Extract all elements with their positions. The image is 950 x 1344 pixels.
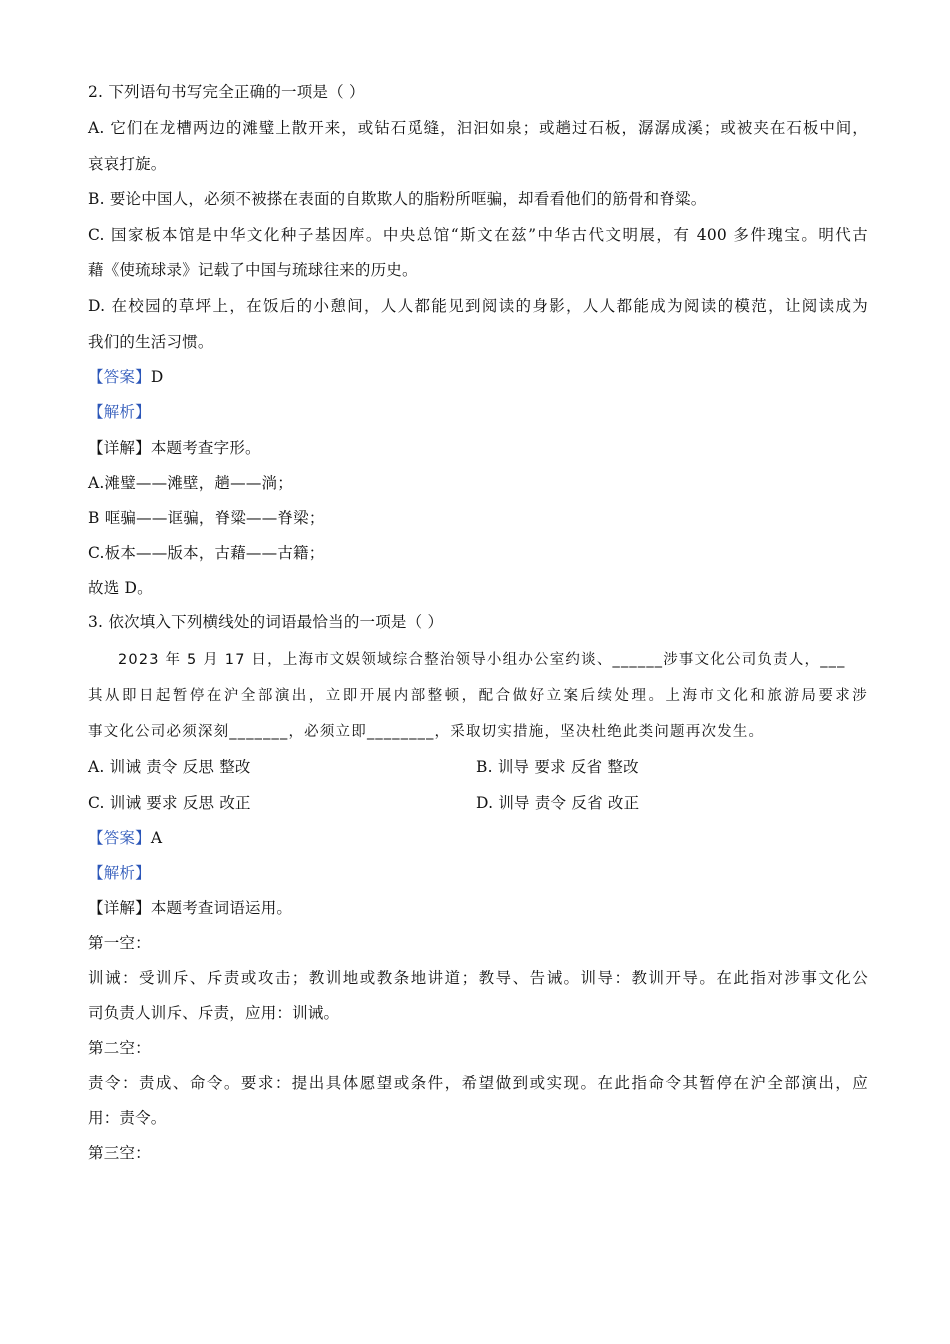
q3-option-a: A. 训诫 责令 反思 整改 (88, 758, 251, 776)
q2-option-a-line2: 哀哀打旋。 (88, 155, 167, 173)
q3-detail-text: 本题考查词语运用。 (150, 899, 293, 917)
q3-option-b: B. 训导 要求 反省 整改 (476, 758, 639, 776)
q2-correction-b: B 哐骗——诓骗，脊粱——脊梁； (88, 509, 325, 527)
q2-analysis-row (88, 402, 868, 422)
analysis-tag: 【解析】 (88, 403, 151, 421)
analysis-tag: 【解析】 (88, 864, 151, 882)
answer-tag: 【答案】 (88, 368, 151, 386)
q3-blank2-line2: 用：责令。 (88, 1109, 167, 1127)
q2-option-a-line1: A. 它们在龙槽两边的滩璧上散开来，或钻石觅缝，汩汩如泉；或趟过石板，潺潺成溪；或被夹在石板中间， (88, 119, 868, 137)
q3-blank2-line1: 责令：责成、命令。要求：提出具体愿望或条件，希望做到或实现。在此指命令其暂停在沪全部演出，应 (88, 1074, 868, 1092)
q2-detail-text: 本题考查字形。 (150, 439, 261, 457)
q2-answer-row (88, 367, 868, 387)
q2-correction-c: C.板本——版本，古藉——古籍； (88, 544, 325, 562)
q3-passage-line3: 事文化公司必须深刻_______，必须立即________，采取切实措施，坚决杜绝此类问题再次发生。 (88, 724, 765, 740)
q3-passage-line1: 2023 年 5 月 17 日，上海市文娱领域综合整治领导小组办公室约谈、______涉事文化公司负责人，___ (118, 652, 846, 668)
q2-correction-a: A.滩璧——滩壁，趟——淌； (88, 474, 293, 492)
q3-stem: 3. 依次填入下列横线处的词语最恰当的一项是（ ） (88, 613, 444, 631)
detail-tag: 【详解】 (88, 439, 151, 457)
q2-option-d-line2: 我们的生活习惯。 (88, 333, 214, 351)
q3-blank1-heading: 第一空： (88, 934, 151, 952)
q3-passage-line2: 其从即日起暂停在沪全部演出，立即开展内部整顿，配合做好立案后续处理。上海市文化和旅游局要求涉 (88, 688, 868, 704)
q2-answer-value: D (150, 368, 164, 386)
q2-option-c-line1: C. 国家板本馆是中华文化种子基因库。中央总馆“斯文在兹”中华古代文明展，有 400 多件瑰宝。明代古 (88, 226, 868, 244)
q2-stem: 2. 下列语句书写完全正确的一项是（ ） (88, 83, 365, 101)
q3-option-d: D. 训导 责令 反省 改正 (476, 794, 640, 812)
q2-option-c-line2: 藉《使琉球录》记载了中国与琉球往来的历史。 (88, 261, 418, 279)
q3-option-c: C. 训诫 要求 反思 改正 (88, 794, 251, 812)
q3-analysis-row (88, 863, 868, 883)
q3-detail-row (88, 898, 868, 918)
q3-blank1-line1: 训诫：受训斥、斥责或攻击；教训地或教条地讲道；教导、告诫。训导：教训开导。在此指对涉事文化公 (88, 969, 868, 987)
q2-option-d-line1: D. 在校园的草坪上，在饭后的小憩间，人人都能见到阅读的身影，人人都能成为阅读的模范，让阅读成为 (88, 297, 868, 315)
q3-answer-row (88, 828, 868, 848)
answer-tag: 【答案】 (88, 829, 151, 847)
detail-tag: 【详解】 (88, 899, 151, 917)
q3-answer-value: A (150, 829, 163, 847)
q2-option-b: B. 要论中国人，必须不被搽在表面的自欺欺人的脂粉所哐骗，却看看他们的筋骨和脊粱。 (88, 190, 707, 208)
q2-detail-row (88, 438, 868, 458)
q3-blank1-line2: 司负责人训斥、斥责，应用：训诫。 (88, 1004, 340, 1022)
q3-blank3-heading: 第三空： (88, 1144, 151, 1162)
q3-blank2-heading: 第二空： (88, 1039, 151, 1057)
q2-conclusion: 故选 D。 (88, 579, 153, 597)
